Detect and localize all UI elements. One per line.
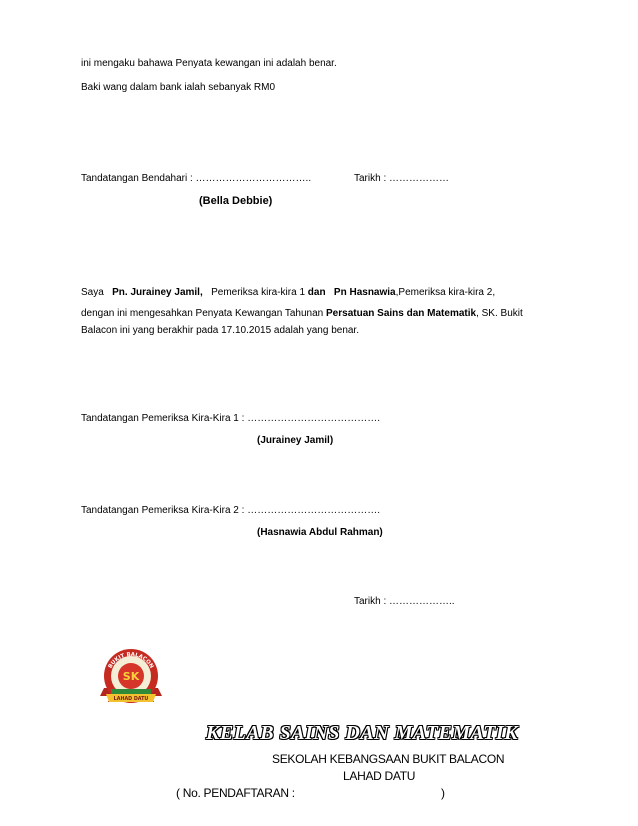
auditor2-signature-name: (Hasnawia Abdul Rahman) — [257, 527, 383, 538]
auditor2-role: ,Pemeriksa kira-kira 2, — [395, 287, 496, 298]
registration-close: ) — [441, 786, 445, 800]
auditor1-role: Pemeriksa kira-kira 1 — [211, 287, 306, 298]
logo-top-text: BUKIT BALACON — [107, 651, 155, 670]
dan-text: dan — [307, 287, 326, 298]
auditor1-signature-label: Tandatangan Pemeriksa Kira-Kira 1 : …………………………………. — [81, 413, 380, 424]
statement-line2-end: , SK. Bukit — [476, 308, 523, 319]
bank-balance-line: Baki wang dalam bank ialah sebanyak RM0 — [81, 82, 275, 93]
auditor-statement — [81, 284, 551, 339]
treasurer-name: (Bella Debbie) — [199, 195, 273, 207]
auditor-statement-line1 — [81, 284, 551, 301]
association-name: Persatuan Sains dan Matematik — [326, 308, 477, 319]
auditor2-name: Pn Hasnawia — [333, 287, 396, 298]
auditor1-signature-name: (Jurainey Jamil) — [257, 435, 334, 446]
declaration-line: ini mengaku bahawa Penyata kewangan ini adalah benar. — [81, 58, 337, 69]
treasurer-signature-label: Tandatangan Bendahari : …………………………….. — [81, 173, 312, 184]
logo-center-text: SK — [122, 670, 140, 683]
school-logo — [98, 646, 164, 712]
final-date-label: Tarikh : ……………….. — [354, 596, 455, 607]
saya-text: Saya — [81, 287, 104, 298]
school-name: SEKOLAH KEBANGSAAN BUKIT BALACON — [272, 752, 505, 766]
treasurer-date-label: Tarikh : ……………… — [354, 173, 450, 184]
auditor2-signature-label: Tandatangan Pemeriksa Kira-Kira 2 : …………………………………. — [81, 505, 380, 516]
logo-ribbon-text: LAHAD DATU — [113, 697, 149, 702]
statement-line2-start: dengan ini mengesahkan Penyata Kewangan Tahunan — [81, 308, 324, 319]
registration-label: ( No. PENDAFTARAN : — [176, 786, 295, 800]
school-logo-emblem — [98, 646, 164, 712]
auditor-statement-line3: Balacon ini yang berakhir pada 17.10.2015 adalah yang benar. — [81, 325, 359, 336]
club-name: KELAB SAINS DAN MATEMATIK — [206, 722, 519, 744]
auditor1-name: Pn. Jurainey Jamil, — [112, 287, 203, 298]
auditor-statement-line2 — [81, 305, 551, 322]
district-name: LAHAD DATU — [343, 769, 416, 783]
